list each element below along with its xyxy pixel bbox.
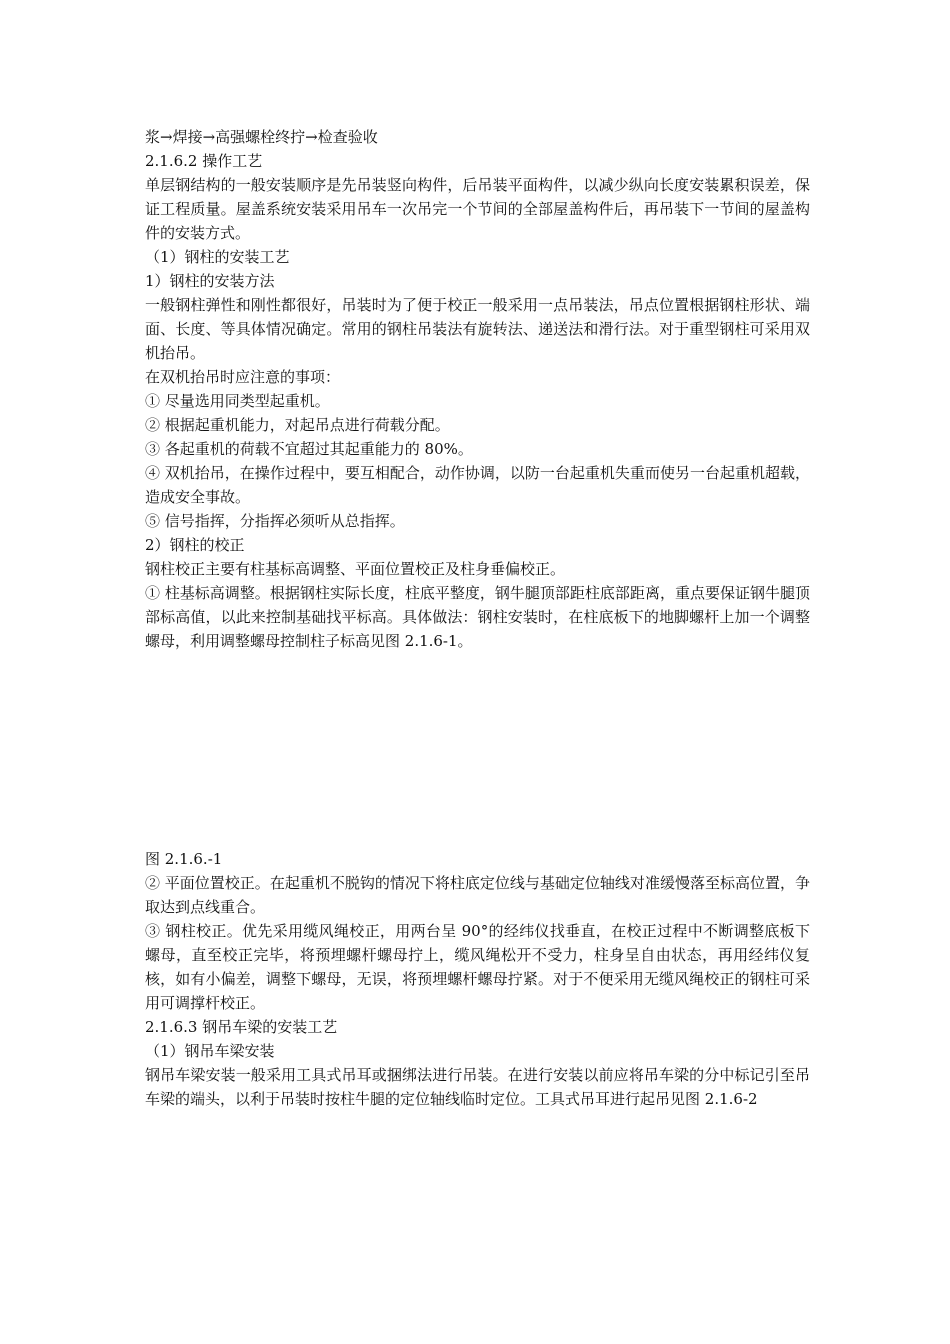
section-heading-2-1-6-2: 2.1.6.2 操作工艺 xyxy=(145,152,263,170)
text-block-bottom xyxy=(145,847,810,1111)
note-item-4: ④ 双机抬吊，在操作过程中，要互相配合，动作协调，以防一台起重机失重而使另一台起重机超载，造成安全事故。 xyxy=(145,464,810,506)
figure-caption: 图 2.1.6.-1 xyxy=(145,850,223,868)
note-item-1: ① 尽量选用同类型起重机。 xyxy=(145,392,330,410)
subheading-column-installation: （1）钢柱的安装工艺 xyxy=(145,248,290,266)
subheading-beam-installation: （1）钢吊车梁安装 xyxy=(145,1042,275,1060)
correction-item-2: ② 平面位置校正。在起重机不脱钩的情况下将柱底定位线与基础定位轴线对准缓慢落至标高位置，争取达到点线重合。 xyxy=(145,874,810,916)
notes-title: 在双机抬吊时应注意的事项： xyxy=(145,368,341,386)
correction-item-1: ① 柱基标高调整。根据钢柱实际长度，柱底平整度，钢牛腿顶部距柱底部距离，重点要保证钢牛腿顶部标高值，以此来控制基础找平标高。具体做法：钢柱安装时，在柱底板下的地脚螺杆上加一个调整螺母，利用调整螺母控制柱子标高见图 2.1.6-1。 xyxy=(145,584,810,650)
note-item-2: ② 根据起重机能力，对起吊点进行荷载分配。 xyxy=(145,416,450,434)
section-heading-2-1-6-3: 2.1.6.3 钢吊车梁的安装工艺 xyxy=(145,1018,338,1036)
correction-intro: 钢柱校正主要有柱基标高调整、平面位置校正及柱身垂偏校正。 xyxy=(145,560,566,578)
method-paragraph: 一般钢柱弹性和刚性都很好，吊装时为了便于校正一般采用一点吊装法，吊点位置根据钢柱形状、端面、长度、等具体情况确定。常用的钢柱吊装法有旋转法、递送法和滑行法。对于重型钢柱可采用双机抬吊。 xyxy=(145,296,810,362)
correction-item-3: ③ 钢柱校正。优先采用缆风绳校正，用两台呈 90°的经纬仪找垂直，在校正过程中不断调整底板下螺母，直至校正完毕，将预埋螺杆螺母拧上，缆风绳松开不受力，柱身呈自由状态，再用经纬仪复核，如有小偏差，调整下螺母，无误，将预埋螺杆螺母拧紧。对于不便采用无缆风绳校正的钢柱可采用可调撑杆校正。 xyxy=(145,922,810,1012)
intro-paragraph: 单层钢结构的一般安装顺序是先吊装竖向构件，后吊装平面构件，以减少纵向长度安装累积误差，保证工程质量。屋盖系统安装采用吊车一次吊完一个节间的全部屋盖构件后，再吊装下一节间的屋盖构件的安装方式。 xyxy=(145,176,810,242)
note-item-5: ⑤ 信号指挥，分指挥必须听从总指挥。 xyxy=(145,512,405,530)
subheading-column-correction: 2）钢柱的校正 xyxy=(145,536,245,554)
beam-paragraph: 钢吊车梁安装一般采用工具式吊耳或捆绑法进行吊装。在进行安装以前应将吊车梁的分中标记引至吊车梁的端头，以利于吊装时按柱牛腿的定位轴线临时定位。工具式吊耳进行起吊见图 2.1.6-2 xyxy=(145,1066,810,1108)
process-continuation: 浆→焊接→高强螺栓终拧→检查验收 xyxy=(145,128,378,146)
text-block-top xyxy=(145,125,810,653)
subheading-installation-method: 1）钢柱的安装方法 xyxy=(145,272,275,290)
note-item-3: ③ 各起重机的荷载不宜超过其起重能力的 80%。 xyxy=(145,440,473,458)
